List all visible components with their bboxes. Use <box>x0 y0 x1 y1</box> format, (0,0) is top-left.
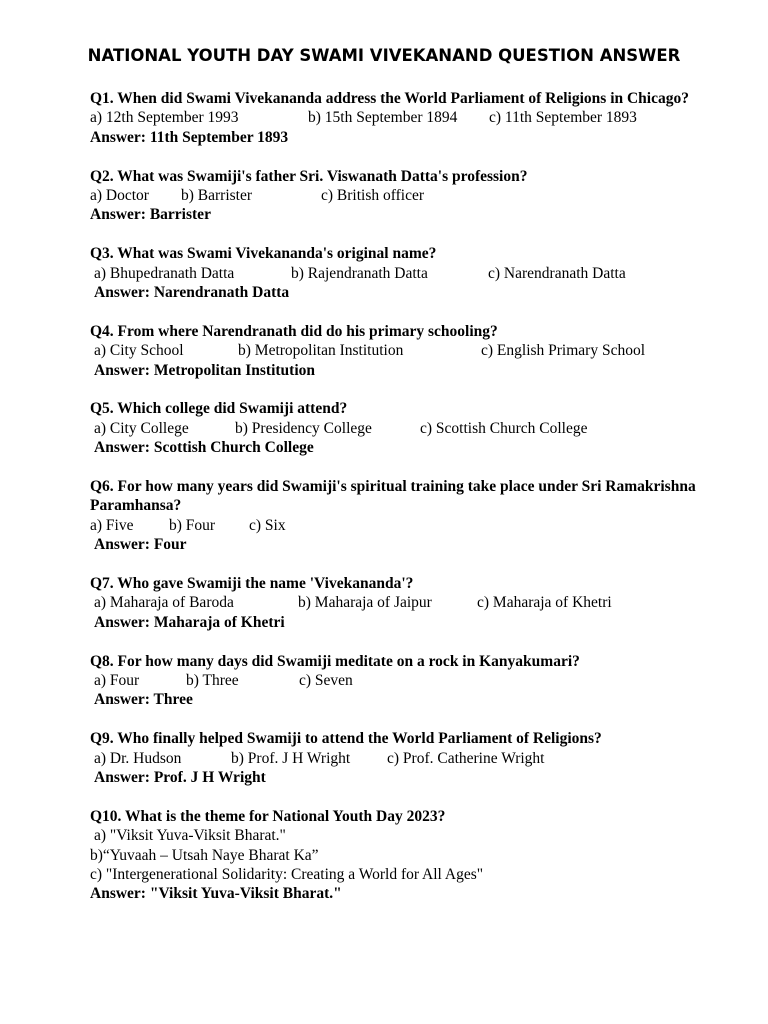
options-row <box>90 593 730 612</box>
options-row <box>90 341 730 360</box>
options-row <box>90 419 730 438</box>
option-a: a) 12th September 1993 <box>90 109 239 127</box>
question-item <box>90 244 730 302</box>
question-item <box>90 89 730 147</box>
options-row <box>90 516 730 535</box>
answer-text: Answer: Four <box>94 536 187 554</box>
option-c: c) Maharaja of Khetri <box>477 594 612 612</box>
option-a: a) Dr. Hudson <box>94 749 182 767</box>
question-text: Q2. What was Swamiji's father Sri. Viswanath Datta's profession? <box>90 167 528 185</box>
options-row <box>90 264 730 283</box>
option-a: a) Maharaja of Baroda <box>94 594 234 612</box>
answer-text: Answer: 11th September 1893 <box>90 128 289 146</box>
option-c: c) British officer <box>321 187 425 204</box>
question-text: Q5. Which college did Swamiji attend? <box>90 400 348 418</box>
question-text: Q10. What is the theme for National Youth Day 2023? <box>90 807 446 825</box>
question-item <box>90 399 730 457</box>
question-item <box>90 807 730 904</box>
option-b: b) Metropolitan Institution <box>238 342 404 360</box>
question-item <box>90 477 730 555</box>
answer-text: Answer: Barrister <box>90 206 211 224</box>
question-text: Q3. What was Swami Vivekananda's original name? <box>90 245 437 263</box>
option-a: a) Four <box>94 671 140 689</box>
options-row <box>90 186 730 205</box>
option-c: c) Scottish Church College <box>420 419 588 437</box>
option-b: b) Presidency College <box>235 419 372 437</box>
option-b: b)“Yuvaah – Utsah Naye Bharat Ka” <box>90 846 319 864</box>
options-row <box>90 749 730 768</box>
question-text: Q1. When did Swami Vivekananda address the World Parliament of Religions in Chicago? <box>90 90 689 107</box>
question-text: Q7. Who gave Swamiji the name 'Vivekananda'? <box>90 574 414 592</box>
option-a: a) Bhupedranath Datta <box>94 264 235 282</box>
question-text: Q6. For how many years did Swamiji's spiritual training take place under Sri Ramakrishna Paramhansa? <box>90 477 696 515</box>
option-c: c) Six <box>249 516 286 534</box>
answer-text: Answer: Prof. J H Wright <box>94 768 266 786</box>
option-a: a) Doctor <box>90 187 149 204</box>
question-item <box>90 574 730 632</box>
question-text: Q9. Who finally helped Swamiji to attend the World Parliament of Religions? <box>90 730 602 748</box>
option-b: b) Three <box>186 671 239 689</box>
page-title: NATIONAL YOUTH DAY SWAMI VIVEKANAND QUESTION ANSWER <box>87 46 681 65</box>
option-b: b) Barrister <box>181 187 253 204</box>
option-c: c) English Primary School <box>481 342 646 360</box>
option-b: b) Four <box>169 516 216 534</box>
question-item <box>90 322 730 380</box>
option-c: c) 11th September 1893 <box>489 109 637 127</box>
question-list <box>90 89 730 923</box>
answer-text: Answer: Metropolitan Institution <box>94 361 316 379</box>
answer-text: Answer: Narendranath Datta <box>94 283 290 301</box>
option-c: c) "Intergenerational Solidarity: Creating a World for All Ages" <box>90 865 484 883</box>
option-b: b) Prof. J H Wright <box>231 749 351 767</box>
question-item <box>90 652 730 710</box>
question-text: Q4. From where Narendranath did do his primary schooling? <box>90 322 498 340</box>
question-text: Q8. For how many days did Swamiji meditate on a rock in Kanyakumari? <box>90 652 580 670</box>
question-item <box>90 167 730 225</box>
option-c: c) Narendranath Datta <box>488 264 626 282</box>
option-c: c) Seven <box>299 671 353 689</box>
option-a: a) Five <box>90 516 134 534</box>
option-a: a) City School <box>94 342 184 360</box>
options-row <box>90 671 730 690</box>
answer-text: Answer: Three <box>94 691 193 709</box>
answer-text: Answer: "Viksit Yuva-Viksit Bharat." <box>90 885 342 903</box>
answer-text: Answer: Maharaja of Khetri <box>94 613 285 631</box>
option-a: a) "Viksit Yuva-Viksit Bharat." <box>94 827 286 845</box>
option-c: c) Prof. Catherine Wright <box>387 749 545 767</box>
option-b: b) Maharaja of Jaipur <box>298 594 432 612</box>
option-b: b) 15th September 1894 <box>308 109 458 127</box>
option-b: b) Rajendranath Datta <box>291 264 428 282</box>
question-item <box>90 729 730 787</box>
answer-text: Answer: Scottish Church College <box>94 439 314 457</box>
options-row <box>90 108 730 127</box>
option-a: a) City College <box>94 419 189 437</box>
